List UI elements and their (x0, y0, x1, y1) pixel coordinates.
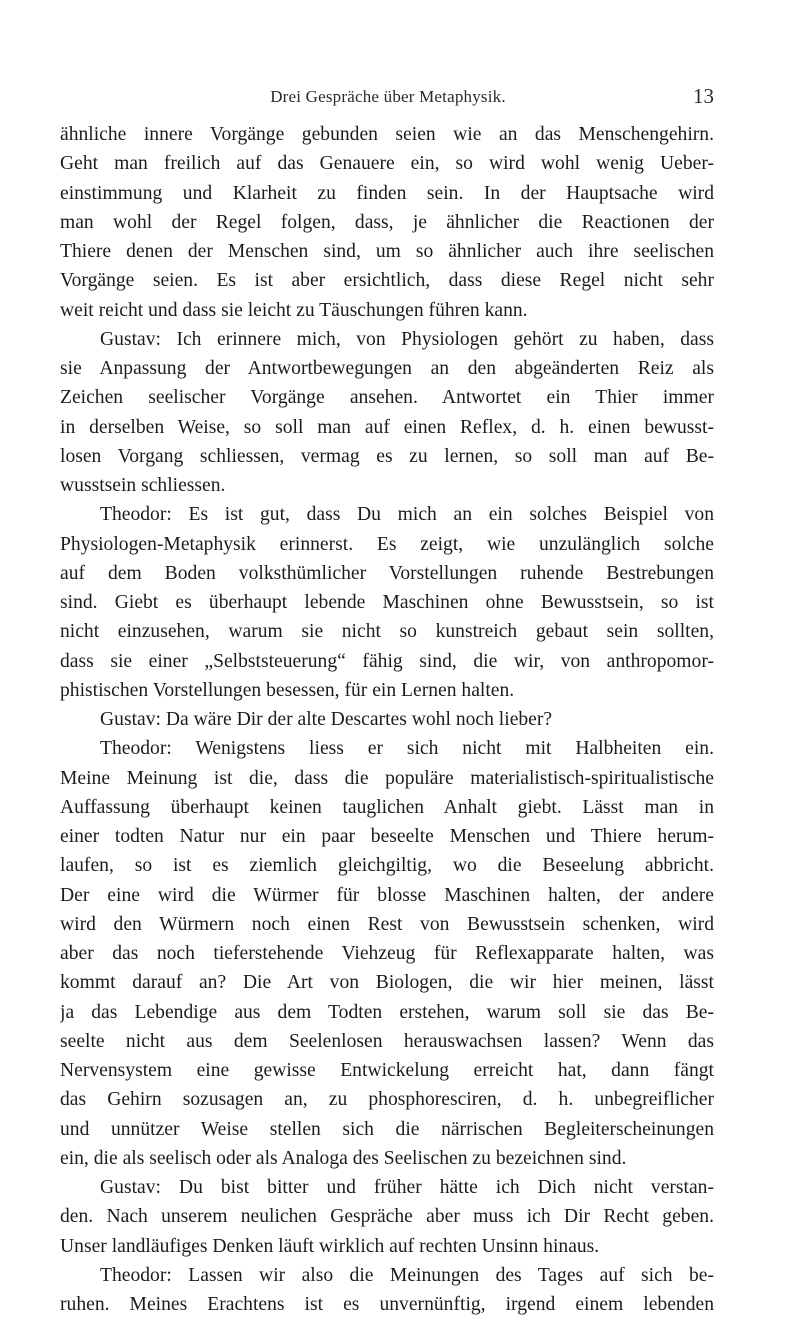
text-line: Physiologen-Metaphysik erinnerst. Es zeigt, wie unzulänglich solche (60, 533, 714, 555)
text-line: Thiere denen der Menschen sind, um so ähnlicher auch ihre seelischen (60, 241, 714, 262)
text-line: wird den Würmern noch einen Rest von Bewusstsein schenken, wird (60, 913, 714, 935)
text-line: ruhen. Meines Erachtens ist es unvernünftig, irgend einem lebenden (60, 1294, 714, 1315)
text-line: Gustav: Da wäre Dir der alte Descartes wohl noch lieber? (100, 709, 553, 730)
text-line: nicht einzusehen, warum sie nicht so kunstreich gebaut sein sollten, (60, 621, 714, 643)
text-line: ähnliche innere Vorgänge gebunden seien wie an das Menschengehirn. (60, 124, 714, 145)
text-line: Zeichen seelischer Vorgänge ansehen. Antwortet ein Thier immer (60, 387, 714, 409)
text-line: Meine Meinung ist die, dass die populäre materialistisch-spiritualistische (60, 767, 714, 789)
text-line: man wohl der Regel folgen, dass, je ähnlicher die Reactionen der (60, 211, 714, 233)
text-line: aber das noch tieferstehende Viehzeug für Reflexapparate halten, was (60, 943, 714, 964)
text-line: Gustav: Du bist bitter und früher hätte ich Dich nicht verstan- (100, 1177, 714, 1198)
text-line: ja das Lebendige aus dem Todten erstehen, warum soll sie das Be- (60, 1001, 714, 1023)
text-line: Auffassung überhaupt keinen tauglichen Anhalt giebt. Lässt man in (60, 796, 714, 818)
text-line: Theodor: Wenigstens liess er sich nicht mit Halbheiten ein. (100, 738, 714, 760)
text-line: seelte nicht aus dem Seelenlosen herauswachsen lassen? Wenn das (60, 1030, 714, 1052)
text-line: wusstsein schliessen. (60, 475, 226, 496)
text-line: in derselben Weise, so soll man auf einen Reflex, d. h. einen bewusst- (60, 416, 714, 438)
text-line: das Gehirn sozusagen an, zu phosphoresciren, d. h. unbegreiflicher (60, 1089, 714, 1111)
text-line: und unnützer Weise stellen sich die närrischen Begleiterscheinungen (60, 1118, 714, 1140)
text-line: Gustav: Ich erinnere mich, von Physiologen gehört zu haben, dass (100, 328, 714, 350)
body-text (60, 120, 714, 1319)
text-line: phistischen Vorstellungen besessen, für ein Lernen halten. (60, 679, 515, 701)
text-line: einstimmung und Klarheit zu finden sein. In der Hauptsache wird (60, 182, 714, 204)
text-line: sind. Giebt es überhaupt lebende Maschinen ohne Bewusstsein, so ist (60, 592, 714, 613)
text-line: ein, die als seelisch oder als Analoga des Seelischen zu bezeichnen sind. (60, 1147, 627, 1169)
text-line: losen Vorgang schliessen, vermag es zu lernen, so soll man auf Be- (60, 445, 714, 467)
text-line: einer todten Natur nur ein paar beseelte Menschen und Thiere herum- (60, 826, 714, 847)
text-line: dass sie einer „Selbststeuerung“ fähig sind, die wir, von anthropomor- (60, 650, 714, 672)
text-line: Der eine wird die Würmer für blosse Maschinen halten, der andere (60, 884, 714, 906)
text-line: Theodor: Es ist gut, dass Du mich an ein solches Beispiel von (100, 504, 714, 526)
text-line: Geht man freilich auf das Genauere ein, so wird wohl wenig Ueber- (60, 153, 714, 175)
text-line: sie Anpassung der Antwortbewegungen an den abgeänderten Reiz als (60, 358, 714, 379)
text-line: laufen, so ist es ziemlich gleichgiltig, wo die Beseelung abbricht. (60, 855, 714, 877)
text-line: kommt darauf an? Die Art von Biologen, die wir hier meinen, lässt (60, 972, 714, 994)
text-line: den. Nach unserem neulichen Gespräche aber muss ich Dir Recht geben. (60, 1206, 714, 1228)
text-line: weit reicht und dass sie leicht zu Täuschungen führen kann. (60, 299, 528, 321)
text-line: auf dem Boden volksthümlicher Vorstellungen ruhende Bestrebungen (60, 562, 714, 584)
text-line: Unser landläufiges Denken läuft wirklich auf rechten Unsinn hinaus. (60, 1235, 600, 1257)
text-line: Theodor: Lassen wir also die Meinungen des Tages auf sich be- (100, 1264, 714, 1286)
page-number: 13 (693, 84, 714, 108)
running-head: Drei Gespräche über Metaphysik. (270, 87, 506, 106)
text-line: Nervensystem eine gewisse Entwickelung erreicht hat, dann fängt (60, 1060, 714, 1081)
text-line: Vorgänge seien. Es ist aber ersichtlich, dass diese Regel nicht sehr (60, 270, 714, 292)
